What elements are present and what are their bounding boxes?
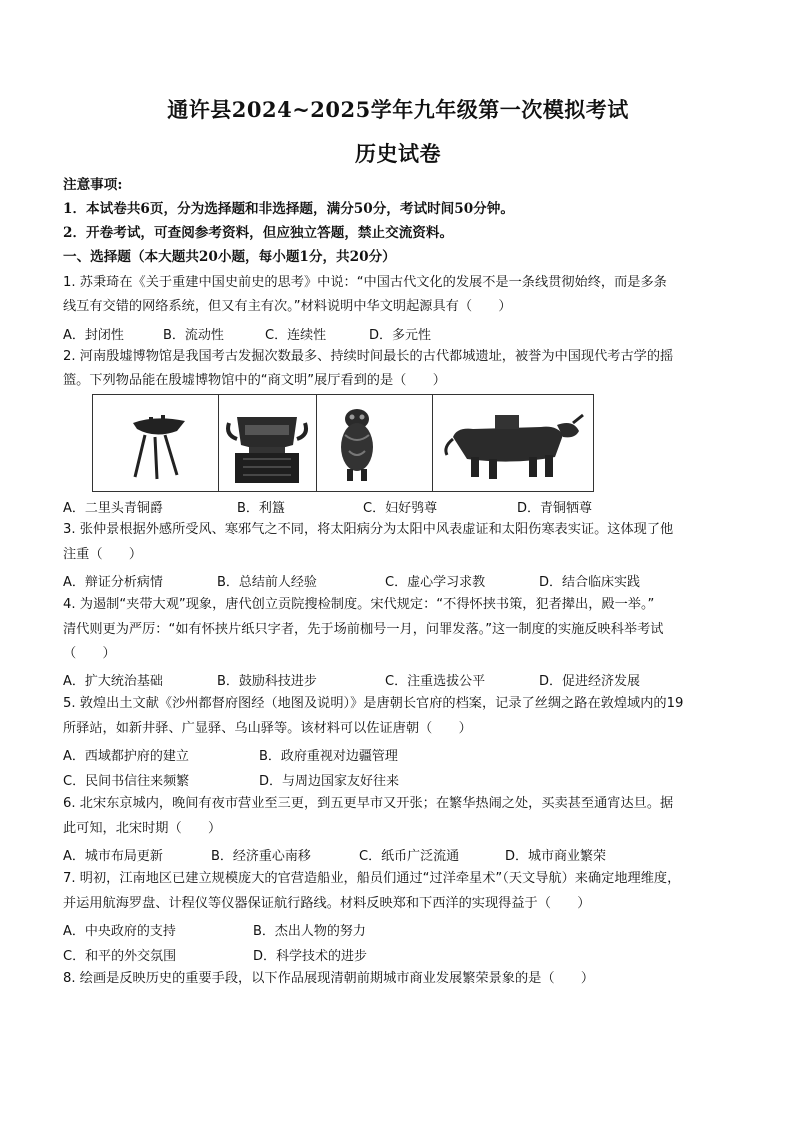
notice-heading: 注意事项: <box>63 177 123 193</box>
question-4-line-2: 清代则更为严厉：“如有怀挟片纸只字者，先于场前枷号一月，问罪发落。”这一制度的实施反映科举考试 <box>63 622 664 637</box>
notice-item-2: 2．开卷考试，可查阅参考资料，但应独立答题，禁止交流资料。 <box>63 225 454 241</box>
question-2-line-1: 2. 河南殷墟博物馆是我国考古发掘次数最多、持续时间最长的古代都城遗址，被誉为中国现代考古学的摇 <box>63 349 674 364</box>
option-d[interactable]: D．与周边国家友好往来 <box>259 774 400 789</box>
ligui-image <box>219 395 317 491</box>
question-4-line-3: （ ） <box>63 646 116 661</box>
question-1-line-1: 1. 苏秉琦在《关于重建中国史前史的思考》中说：“中国古代文化的发展不是一条线贯彻始终，而是多条 <box>63 275 667 290</box>
option-c[interactable]: C．妇好鸮尊 <box>363 501 438 516</box>
question-3-line-1: 3. 张仲景根据外感所受风、寒邪气之不同，将太阳病分为太阳中风表虚证和太阳伤寒表实证。这体现了他 <box>63 522 674 537</box>
question-6-line-2: 此可知，北宋时期（ ） <box>63 821 222 836</box>
option-d[interactable]: D．多元性 <box>369 328 432 343</box>
option-b[interactable]: B．流动性 <box>163 328 224 343</box>
question-1-line-2: 线互有交错的网络系统，但又有主有次。”材料说明中华文明起源具有（ ） <box>63 299 512 314</box>
option-a[interactable]: A．中央政府的支持 <box>63 924 176 939</box>
artifact-images <box>92 394 594 492</box>
question-7-line-1: 7. 明初，江南地区已建立规模庞大的官营造船业，船员们通过“过洋牵星术”（天文导航）来确定地理维度， <box>63 871 681 886</box>
question-5-line-2: 所驿站，如新井驿、广显驿、乌山驿等。该材料可以佐证唐朝（ ） <box>63 721 472 736</box>
option-d[interactable]: D．促进经济发展 <box>539 674 641 689</box>
notice-item-1: 1．本试卷共6页，分为选择题和非选择题，满分50分，考试时间50分钟。 <box>63 201 514 217</box>
option-b[interactable]: B．经济重心南移 <box>211 849 311 864</box>
option-a[interactable]: A．城市布局更新 <box>63 849 163 864</box>
option-c[interactable]: C．和平的外交氛围 <box>63 949 177 964</box>
question-8-line-1: 8. 绘画是反映历史的重要手段，以下作品展现清朝前期城市商业发展繁荣景象的是（ ） <box>63 971 595 986</box>
option-a[interactable]: A．扩大统治基础 <box>63 674 163 689</box>
option-b[interactable]: B．利簋 <box>237 501 285 516</box>
question-4-line-1: 4. 为遏制“夹带大观”现象，唐代创立贡院搜检制度。宋代规定：“不得怀挟书策，犯者撵出，殿一举。” <box>63 597 655 612</box>
option-c[interactable]: C．民间书信往来频繁 <box>63 774 190 789</box>
option-c[interactable]: C．连续性 <box>265 328 327 343</box>
option-b[interactable]: B．鼓励科技进步 <box>217 674 317 689</box>
question-3-line-2: 注重（ ） <box>63 547 143 562</box>
exam-title: 通许县2024~2025学年九年级第一次模拟考试 <box>167 97 629 122</box>
option-c[interactable]: C．注重选拔公平 <box>385 674 486 689</box>
option-c[interactable]: C．纸币广泛流通 <box>359 849 460 864</box>
fuhao-owl-zun-image <box>317 395 434 491</box>
section-heading: 一、选择题（本大题共20小题，每小题1分，共20分） <box>63 249 396 265</box>
option-d[interactable]: D．结合临床实践 <box>539 575 641 590</box>
exam-subtitle: 历史试卷 <box>355 141 441 166</box>
option-b[interactable]: B．杰出人物的努力 <box>253 924 366 939</box>
option-c[interactable]: C．虚心学习求教 <box>385 575 486 590</box>
question-2-line-2: 篮。下列物品能在殷墟博物馆中的“商文明”展厅看到的是（ ） <box>63 373 446 388</box>
question-5-line-1: 5. 敦煌出土文献《沙州都督府图经（地图及说明）》是唐朝长官府的档案，记录了丝绸之路在敦煌域内的19 <box>63 696 684 711</box>
option-a[interactable]: A．封闭性 <box>63 328 124 343</box>
question-6-line-1: 6. 北宋东京城内，晚间有夜市营业至三更，到五更早市又开张；在繁华热闹之处，买卖甚至通宵达旦。据 <box>63 796 674 811</box>
question-7-line-2: 并运用航海罗盘、计程仪等仪器保证航行路线。材料反映郑和下西洋的实现得益于（ ） <box>63 896 591 911</box>
bronze-jue-image <box>93 395 219 491</box>
option-a[interactable]: A．二里头青铜爵 <box>63 501 163 516</box>
option-d[interactable]: D．青铜牺尊 <box>517 501 593 516</box>
bronze-xizun-image <box>433 395 593 491</box>
option-a[interactable]: A．西域都护府的建立 <box>63 749 189 764</box>
option-b[interactable]: B．总结前人经验 <box>217 575 317 590</box>
option-d[interactable]: D．科学技术的进步 <box>253 949 368 964</box>
option-a[interactable]: A．辩证分析病情 <box>63 575 163 590</box>
option-b[interactable]: B．政府重视对边疆管理 <box>259 749 398 764</box>
option-d[interactable]: D．城市商业繁荣 <box>505 849 607 864</box>
